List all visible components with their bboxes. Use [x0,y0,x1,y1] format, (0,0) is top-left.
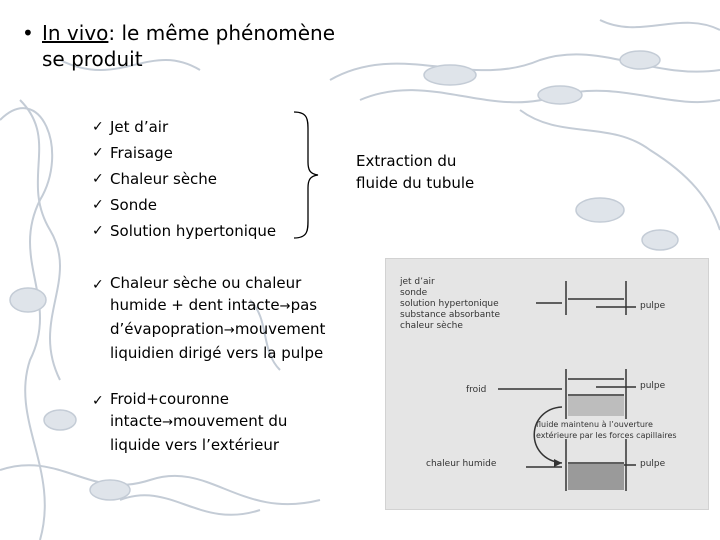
arrow-icon: → [223,323,235,338]
checkmark-icon: ✓ [92,171,104,187]
checkmark-icon: ✓ [92,223,104,239]
checkmark-icon: ✓ [92,197,104,213]
humid-label: chaleur humide [426,459,497,469]
right-brace-icon [290,110,330,240]
title-in-vivo: In vivo [42,21,109,45]
checkmark-icon: ✓ [92,277,104,293]
arrow-icon: → [279,299,291,314]
cold-paragraph: ✓ Froid+couronne intacte→mouvement du liquide vers l’extérieur [92,390,288,454]
froid-label: froid [466,385,487,395]
title-line2: se produit [42,47,143,71]
fluid-note: fluide maintenu à l’ouverture extérieure par les forces capillaires [536,420,677,440]
checkmark-icon: ✓ [92,145,104,161]
extraction-note: Extraction du fluide du tubule [356,152,475,192]
heat-paragraph: ✓ Chaleur sèche ou chaleur humide + dent intacte→pas d’évapopration→mouvement liquidien dirigé vers la pulpe [92,274,326,362]
pulpe-label: pulpe [640,301,666,311]
pulpe-label: pulpe [640,459,666,469]
title-bullet: • [22,21,34,45]
pulpe-label: pulpe [640,381,666,391]
tubule-diagram [385,258,709,510]
checkmark-icon: ✓ [92,119,104,135]
figure-top-labels: jet d’air sonde solution hypertonique substance absorbante chaleur sèche [400,277,501,331]
checkmark-icon: ✓ [92,393,104,409]
arrow-icon: → [162,415,174,430]
title-line1-rest: : le même phénomène [108,21,336,45]
